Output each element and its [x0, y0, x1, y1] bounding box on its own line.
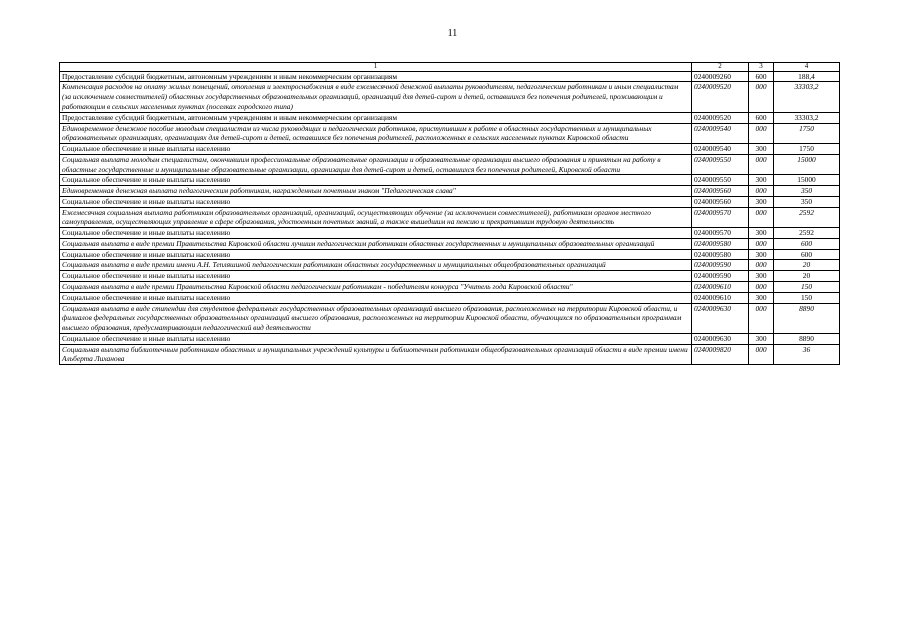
cell-name: Социальная выплата в виде премии имени А.Н. Тепляшиной педагогическим работникам областных государственных и муниципальных общеобразовательных организаций: [60, 260, 692, 271]
cell-name: Социальное обеспечение и иные выплаты населению: [60, 175, 692, 186]
cell-sum: 8890: [774, 303, 840, 333]
table-row: [60, 344, 840, 365]
cell-expense-type: 300: [749, 271, 774, 282]
table-row: [60, 207, 840, 228]
cell-expense-type: 000: [749, 282, 774, 293]
cell-code: 0240009570: [692, 228, 749, 239]
cell-expense-type: 300: [749, 144, 774, 155]
cell-sum: 600: [774, 249, 840, 260]
table-row: [60, 154, 840, 175]
cell-name: Социальное обеспечение и иные выплаты населению: [60, 144, 692, 155]
cell-sum: 2592: [774, 207, 840, 228]
table-row: [60, 333, 840, 344]
cell-name: Социальная выплата в виде стипендии для студентов федеральных государственных образовательных организаций высшего образования, расположенных на территории Кировской области, и филиалов федеральных государственных образовательных организаций высшего образования, расположенных на территории Кировской области, обучающихся по образовательным программам высшего образования, предусматривающим педагогический вид деятельности: [60, 303, 692, 333]
cell-code: 0240009580: [692, 249, 749, 260]
cell-name: Предоставление субсидий бюджетным, автономным учреждениям и иным некоммерческим организациям: [60, 112, 692, 123]
cell-name: Единовременная денежная выплата педагогическим работникам, награжденным почетным знаком "Педагогическая слава": [60, 186, 692, 197]
cell-sum: 36: [774, 344, 840, 365]
cell-name: Социальная выплата в виде премии Правительства Кировской области лучшим педагогическим работникам областных государственных и муниципальных образовательных организаций: [60, 238, 692, 249]
table-row: [60, 249, 840, 260]
cell-sum: 188,4: [774, 71, 840, 82]
table-row: [60, 82, 840, 112]
cell-code: 0240009540: [692, 123, 749, 144]
table-row: [60, 282, 840, 293]
cell-sum: 2592: [774, 228, 840, 239]
table-row: [60, 144, 840, 155]
cell-code: 0240009610: [692, 282, 749, 293]
cell-sum: 350: [774, 186, 840, 197]
cell-code: 0240009570: [692, 207, 749, 228]
cell-code: 0240009550: [692, 154, 749, 175]
cell-expense-type: 300: [749, 249, 774, 260]
cell-name: Единовременное денежное пособие молодым специалистам из числа руководящих и педагогических работников, приступившим к работе в областных государственных и муниципальных образовательных организациях, организациях для детей-сирот и детей, оставшихся без попечения родителей, расположенных в сельских населенных пунктах Кировской области: [60, 123, 692, 144]
table-row: [60, 196, 840, 207]
cell-code: 0240009560: [692, 186, 749, 197]
cell-sum: 1750: [774, 144, 840, 155]
cell-code: 0240009630: [692, 303, 749, 333]
header-col-sum: 4: [774, 63, 840, 72]
cell-name: Социальное обеспечение и иные выплаты населению: [60, 333, 692, 344]
budget-table: [59, 62, 840, 365]
cell-code: 0240009260: [692, 71, 749, 82]
cell-code: 0240009590: [692, 260, 749, 271]
cell-sum: 8890: [774, 333, 840, 344]
cell-name: Социальная выплата молодым специалистам, окончившим профессиональные образовательные организации и образовательные организации высшего образования и принятым на работу в областные государственные и муниципальные образовательные организации, организации для детей-сирот и детей, оставшихся без попечения родителей, Кировской области: [60, 154, 692, 175]
cell-expense-type: 000: [749, 154, 774, 175]
cell-expense-type: 300: [749, 292, 774, 303]
table-row: [60, 175, 840, 186]
table-row: [60, 71, 840, 82]
cell-name: Социальное обеспечение и иные выплаты населению: [60, 292, 692, 303]
cell-sum: 150: [774, 282, 840, 293]
cell-code: 0240009560: [692, 196, 749, 207]
page-number: 11: [447, 28, 458, 39]
cell-code: 0240009540: [692, 144, 749, 155]
cell-expense-type: 300: [749, 333, 774, 344]
cell-name: Предоставление субсидий бюджетным, автономным учреждениям и иным некоммерческим организациям: [60, 71, 692, 82]
cell-code: 0240009590: [692, 271, 749, 282]
table-row: [60, 186, 840, 197]
cell-sum: 15000: [774, 175, 840, 186]
cell-expense-type: 000: [749, 260, 774, 271]
cell-expense-type: 000: [749, 186, 774, 197]
cell-sum: 20: [774, 271, 840, 282]
cell-code: 0240009580: [692, 238, 749, 249]
cell-code: 0240009550: [692, 175, 749, 186]
cell-name: Компенсация расходов на оплату жилых помещений, отопления и электроснабжения в виде ежемесячной денежной выплаты руководителям, педагогическим работникам и иным специалистам (за исключением совместителей) областных государственных образовательных организаций, организаций для детей-сирот и детей, оставшихся без попечения родителей, проживающим и работающим в сельских населенных пунктах (поселках городского типа): [60, 82, 692, 112]
cell-code: 0240009610: [692, 292, 749, 303]
cell-expense-type: 300: [749, 196, 774, 207]
cell-code: 0240009820: [692, 344, 749, 365]
cell-expense-type: 000: [749, 238, 774, 249]
cell-sum: 20: [774, 260, 840, 271]
cell-code: 0240009630: [692, 333, 749, 344]
cell-expense-type: 300: [749, 228, 774, 239]
cell-expense-type: 000: [749, 303, 774, 333]
cell-expense-type: 000: [749, 344, 774, 365]
cell-expense-type: 000: [749, 82, 774, 112]
table-row: [60, 228, 840, 239]
table-row: [60, 271, 840, 282]
cell-sum: 150: [774, 292, 840, 303]
header-col-name: 1: [60, 63, 692, 72]
cell-expense-type: 600: [749, 71, 774, 82]
table-row: [60, 123, 840, 144]
cell-name: Социальная выплата в виде премии Правительства Кировской области педагогическим работникам - победителям конкурса "Учитель года Кировской области": [60, 282, 692, 293]
cell-code: 0240009520: [692, 82, 749, 112]
cell-sum: 600: [774, 238, 840, 249]
table-row: [60, 112, 840, 123]
cell-name: Социальная выплата библиотечным работникам областных и муниципальных учреждений культуры и библиотечным работникам общеобразовательных организаций области в виде премии имени Альберта Лиханова: [60, 344, 692, 365]
table-row: [60, 260, 840, 271]
cell-name: Социальное обеспечение и иные выплаты населению: [60, 271, 692, 282]
cell-name: Социальное обеспечение и иные выплаты населению: [60, 196, 692, 207]
table-row: [60, 303, 840, 333]
header-col-vr: 3: [749, 63, 774, 72]
cell-name: Социальное обеспечение и иные выплаты населению: [60, 249, 692, 260]
header-col-code: 2: [692, 63, 749, 72]
cell-expense-type: 000: [749, 207, 774, 228]
table-row: [60, 292, 840, 303]
cell-sum: 350: [774, 196, 840, 207]
cell-sum: 33303,2: [774, 112, 840, 123]
cell-expense-type: 000: [749, 123, 774, 144]
table-body: [60, 71, 840, 364]
cell-sum: 33303,2: [774, 82, 840, 112]
cell-sum: 1750: [774, 123, 840, 144]
cell-sum: 15000: [774, 154, 840, 175]
cell-expense-type: 600: [749, 112, 774, 123]
cell-name: Социальное обеспечение и иные выплаты населению: [60, 228, 692, 239]
table-row: [60, 238, 840, 249]
table-header-row: [60, 63, 840, 72]
cell-code: 0240009520: [692, 112, 749, 123]
cell-name: Ежемесячная социальная выплата работникам образовательных организаций, организаций, осуществляющих обучение (за исключением совместителей), работникам органов местного самоуправления, осуществляющих управление в сфере образования, удостоенным почетных званий, а также вышедшим на пенсию и прекратившим трудовую деятельность: [60, 207, 692, 228]
cell-expense-type: 300: [749, 175, 774, 186]
